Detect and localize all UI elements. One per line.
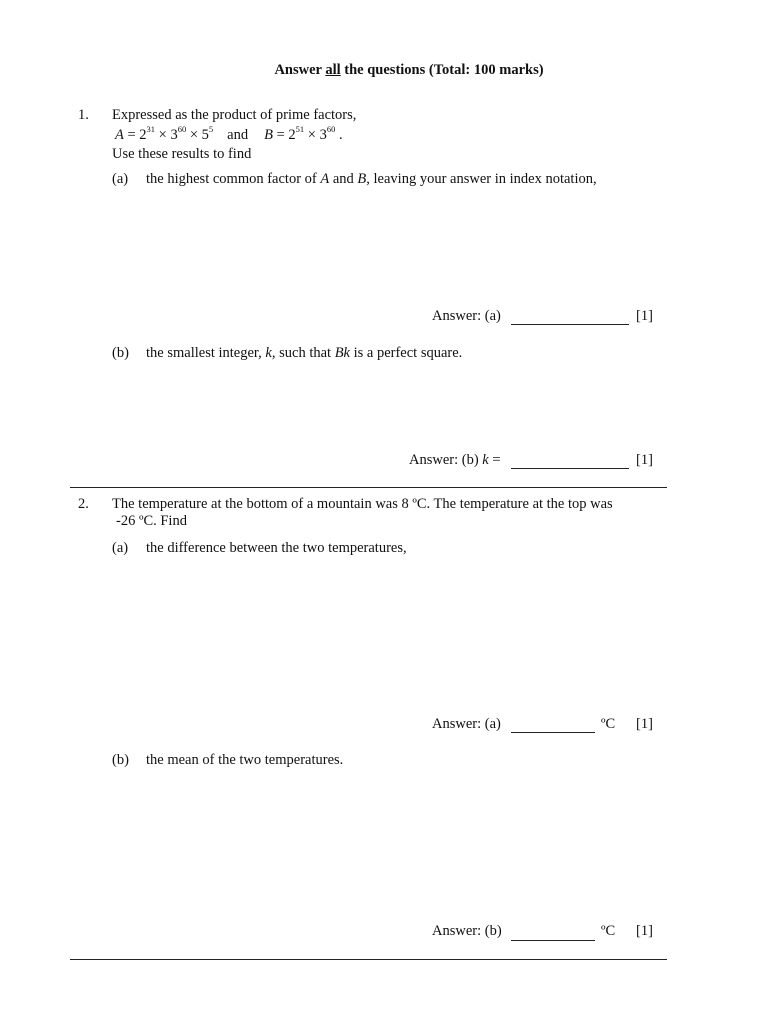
formula-b-exp2: 60 (326, 124, 336, 134)
q1b-answer-var: k (482, 452, 489, 468)
q1a-text (146, 171, 597, 188)
q2b-unit: ºC (601, 923, 616, 939)
formula-b-var: B (264, 127, 273, 143)
q2a-answer-label: Answer: (a) (432, 716, 501, 732)
q1b-var2: Bk (334, 345, 350, 361)
q2a-label: (a) (112, 540, 129, 556)
q1a-var1: A (320, 171, 330, 187)
formula-and: and (227, 127, 249, 143)
divider-q1 (70, 487, 667, 488)
q1a-text-mid: and (329, 171, 358, 187)
question-1-intro: Expressed as the product of prime factors, (112, 107, 357, 123)
formula-a-var: A (115, 127, 124, 143)
q1a-text-post: , leaving your answer in index notation, (366, 171, 597, 187)
question-1-formula (115, 124, 343, 144)
q2a-text: the difference between the two temperatures, (146, 540, 407, 556)
divider-q2 (70, 959, 667, 960)
formula-b-eq: = 2 (272, 127, 296, 143)
q2b-marks: [1] (636, 923, 653, 939)
formula-a-exp3: 5 (208, 124, 214, 134)
question-2-line1: The temperature at the bottom of a mountain was 8 ºC. The temperature at the top was (112, 496, 613, 512)
q1b-label: (b) (112, 345, 129, 361)
q2b-answer-field[interactable] (511, 940, 595, 941)
q1b-text (146, 345, 462, 362)
question-2-number: 2. (78, 496, 89, 512)
q1a-label: (a) (112, 171, 129, 187)
formula-a-exp2: 60 (177, 124, 187, 134)
q1a-marks: [1] (636, 308, 653, 324)
q2a-answer-field[interactable] (511, 732, 595, 733)
formula-b-end: . (335, 127, 343, 143)
q1b-answer-post: = (488, 452, 501, 468)
formula-b-exp1: 51 (295, 124, 305, 134)
question-1-number: 1. (78, 107, 89, 123)
q1b-text-pre: the smallest integer, (146, 345, 266, 361)
formula-a-eq: = 2 (123, 127, 147, 143)
q1b-answer-field[interactable] (511, 468, 629, 469)
q1b-answer-pre: Answer: (b) (409, 452, 483, 468)
q1b-text-post: is a perfect square. (349, 345, 463, 361)
formula-a-mid1: × 3 (155, 127, 178, 143)
q2b-label: (b) (112, 752, 129, 768)
q1a-answer-field[interactable] (511, 324, 629, 325)
q1b-var1: k (265, 345, 272, 361)
question-2-line2: -26 ºC. Find (116, 513, 187, 529)
q1a-text-pre: the highest common factor of (146, 171, 321, 187)
q2b-text: the mean of the two temperatures. (146, 752, 344, 768)
q2b-answer-label: Answer: (b) (432, 923, 502, 939)
title-post: the questions (Total: 100 marks) (340, 62, 544, 78)
formula-a-mid2: × 5 (186, 127, 209, 143)
title-pre: Answer (274, 62, 326, 78)
formula-a-exp1: 31 (146, 124, 156, 134)
q2a-unit: ºC (601, 716, 616, 732)
q1b-marks: [1] (636, 452, 653, 468)
q1a-answer-label: Answer: (a) (432, 308, 501, 324)
title-emphasis: all (325, 62, 341, 78)
q1b-text-mid: , such that (271, 345, 335, 361)
page-title (0, 62, 768, 79)
q2a-marks: [1] (636, 716, 653, 732)
formula-b-mid1: × 3 (304, 127, 327, 143)
question-1-use: Use these results to find (112, 146, 252, 162)
q1b-answer-label (409, 452, 501, 469)
q1a-var2: B (357, 171, 367, 187)
